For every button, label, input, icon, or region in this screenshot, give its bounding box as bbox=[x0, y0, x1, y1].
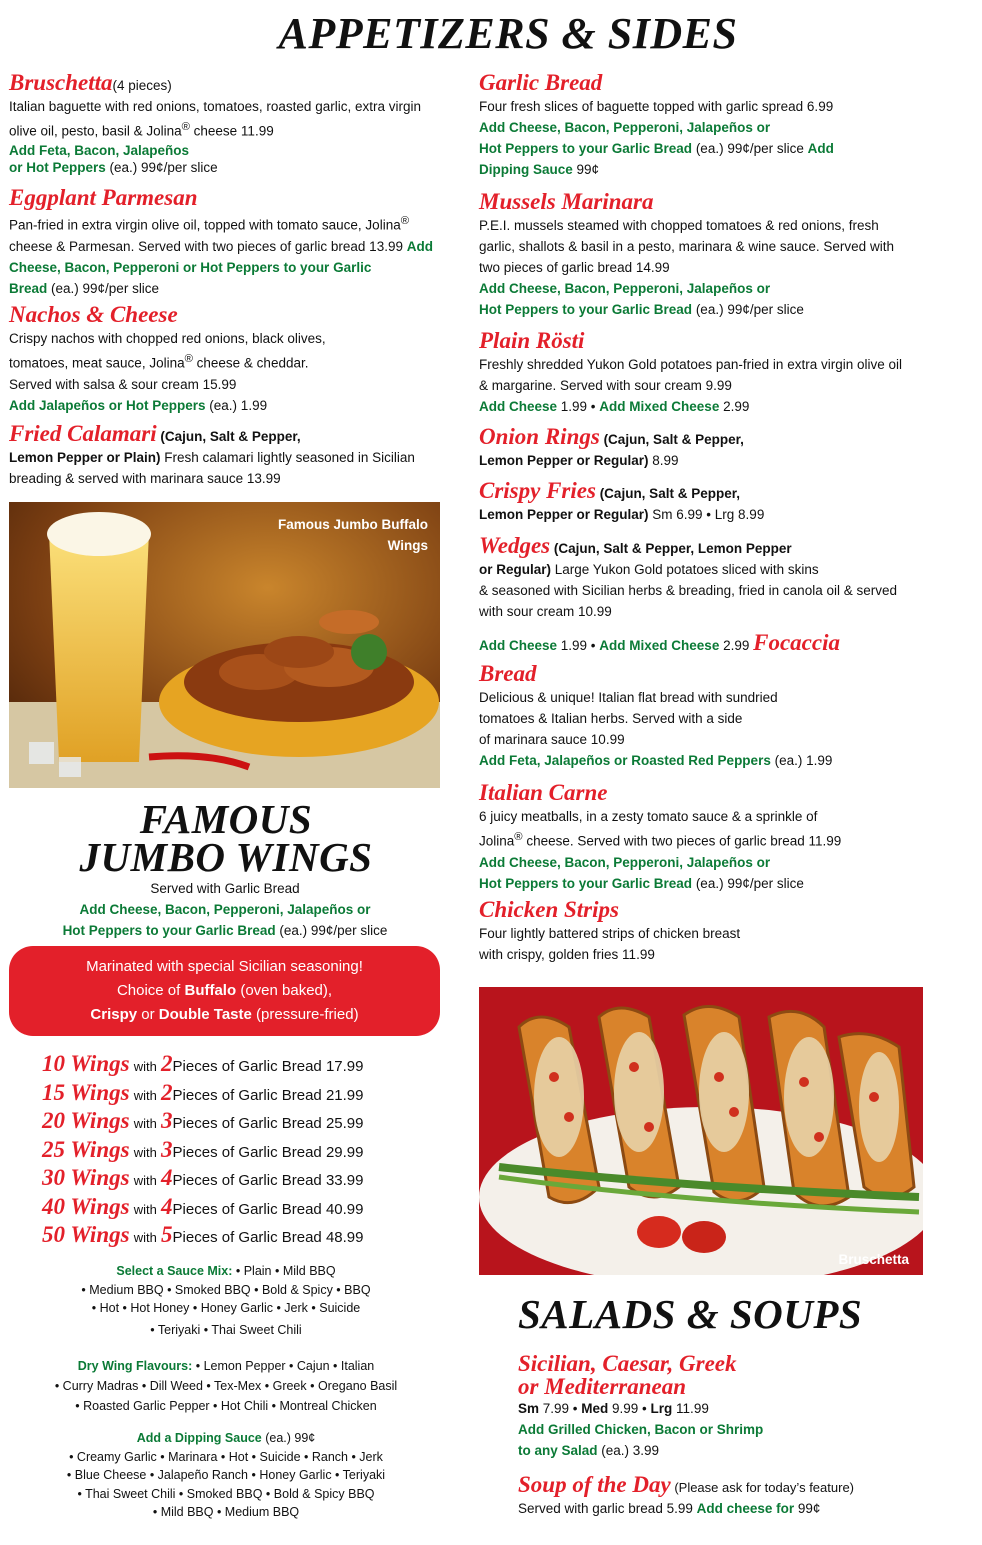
item-name: Wedges bbox=[479, 533, 551, 558]
item-name: Nachos & Cheese bbox=[9, 302, 178, 327]
item-bruschetta: Bruschetta(4 pieces) Italian baguette with red onions, tomatoes, roasted garlic, extra virgin olive oil, pesto, basil & Jolina® cheese 11.99 Add Feta, Bacon, Jalapeños or Hot Peppers (ea.) 99¢/per slice bbox=[9, 70, 421, 175]
bread-pieces: 4 bbox=[161, 1165, 173, 1190]
item-name: Garlic Bread bbox=[479, 70, 603, 95]
item-fried-calamari: Fried Calamari (Cajun, Salt & Pepper, Lemon Pepper or Plain) Fresh calamari lightly seasoned in Sicilian breading & served with marinara sauce 13.99 bbox=[9, 421, 415, 486]
wings-row bbox=[42, 1050, 462, 1079]
wings-price: 40.99 bbox=[325, 1200, 364, 1218]
bruschetta-photo-image bbox=[479, 987, 923, 1275]
item-nachos-cheese: Nachos & Cheese Crispy nachos with chopped red onions, black olives, tomatoes, meat sauce, Jolina® cheese & cheddar. Served with salsa & sour cream 15.99 Add Jalapeños or Hot Peppers (ea.) 1.99 bbox=[9, 302, 459, 416]
pieces-label: Pieces of Garlic Bread bbox=[172, 1200, 322, 1218]
wings-count: 40 Wings bbox=[42, 1193, 130, 1219]
item-name: Plain Rösti bbox=[479, 328, 585, 353]
sauce-mix: Select a Sauce Mix: • Plain • Mild BBQ • Medium BBQ • Smoked BBQ • Bold & Spicy • BBQ • Hot • Hot Honey • Honey Garlic • Jerk • Suicide • Teriyaki • Thai Sweet Chili bbox=[81, 1264, 371, 1337]
wings-photo bbox=[9, 502, 440, 788]
item-name: Sicilian, Caesar, Greek bbox=[518, 1351, 737, 1376]
item-name: Chicken Strips bbox=[479, 897, 619, 922]
wings-row bbox=[42, 1193, 462, 1222]
item-salads: Sicilian, Caesar, Greek or Mediterranean Sm 7.99 • Med 9.99 • Lrg 11.99 Add Grilled Chicken, Bacon or Shrimp to any Salad (ea.) 3.99 bbox=[518, 1352, 938, 1461]
item-name: Soup of the Day bbox=[518, 1472, 671, 1497]
item-crispy-fries: Crispy Fries (Cajun, Salt & Pepper, Lemon Pepper or Regular) Sm 6.99 • Lrg 8.99 bbox=[479, 478, 765, 522]
wings-price: 33.99 bbox=[325, 1172, 364, 1189]
wings-price-list bbox=[42, 1050, 462, 1250]
wings-row bbox=[42, 1079, 462, 1108]
wings-banner: Marinated with special Sicilian seasoning! Choice of Buffalo (oven baked), Crispy or Double Taste (pressure-fried) bbox=[9, 946, 440, 1036]
bread-pieces: 3 bbox=[161, 1136, 173, 1162]
pieces-label: Pieces of Garlic Bread bbox=[172, 1086, 322, 1104]
bread-pieces: 4 bbox=[161, 1193, 173, 1219]
wings-price: 48.99 bbox=[325, 1229, 364, 1246]
wings-with: with bbox=[133, 1059, 157, 1074]
pieces-label: Pieces of Garlic Bread bbox=[172, 1115, 322, 1132]
wings-title: FAMOUS JUMBO WINGS bbox=[79, 796, 373, 880]
wings-price: 29.99 bbox=[325, 1143, 364, 1161]
item-eggplant-parmesan: Eggplant Parmesan Pan-fried in extra virgin olive oil, topped with tomato sauce, Jolina® cheese & Parmesan. Served with two pieces of garlic bread 13.99 Add Cheese, Bacon, Pepperoni or Hot Peppers to your Garlic Bread (ea.) 99¢/per slice bbox=[9, 185, 459, 299]
item-focaccia-bread: Add Cheese 1.99 • Add Mixed Cheese 2.99 Focaccia Bread Delicious & unique! Italian flat bread with sundried tomatoes & Italian herbs. Served with a side of marinara sauce 10.99 Add Feta, Jalapeños or Roasted Red Peppers (ea.) 1.99 bbox=[479, 630, 840, 768]
wings-count: 25 Wings bbox=[42, 1136, 130, 1162]
salads-title: SALADS & SOUPS bbox=[518, 1291, 863, 1337]
wings-with: with bbox=[133, 1144, 157, 1160]
item-name: Onion Rings bbox=[479, 424, 600, 449]
bread-pieces: 3 bbox=[161, 1108, 173, 1133]
wings-row bbox=[42, 1164, 462, 1193]
item-name: Italian Carne bbox=[479, 780, 608, 805]
item-italian-carne: Italian Carne 6 juicy meatballs, in a zesty tomato sauce & a sprinkle of Jolina® cheese. Served with two pieces of garlic bread 11.99 Add Cheese, Bacon, Pepperoni, Jalapeños or Hot Peppers to your Garlic Bread (ea.) 99¢/per slice bbox=[479, 780, 939, 894]
wings-price: 17.99 bbox=[325, 1058, 364, 1075]
wings-count: 15 Wings bbox=[42, 1079, 130, 1105]
item-plain-rosti: Plain Rösti Freshly shredded Yukon Gold potatoes pan-fried in extra virgin olive oil & margarine. Served with sour cream 9.99 Add Cheese 1.99 • Add Mixed Cheese 2.99 bbox=[479, 328, 939, 417]
wings-with: with bbox=[133, 1116, 157, 1131]
bruschetta-photo bbox=[479, 987, 923, 1275]
pieces-label: Pieces of Garlic Bread bbox=[172, 1058, 322, 1075]
item-name: Mussels Marinara bbox=[479, 189, 654, 214]
item-name: Crispy Fries bbox=[479, 478, 596, 503]
wings-photo-caption: Famous Jumbo Buffalo Wings bbox=[277, 517, 428, 553]
wings-with: with bbox=[133, 1173, 157, 1188]
pieces-label: Pieces of Garlic Bread bbox=[172, 1143, 322, 1161]
wings-price: 21.99 bbox=[325, 1086, 364, 1104]
wings-with: with bbox=[133, 1201, 157, 1217]
pieces-label: Pieces of Garlic Bread bbox=[172, 1172, 322, 1189]
wings-count: 10 Wings bbox=[42, 1051, 130, 1076]
wings-served: Served with Garlic Bread Add Cheese, Bacon, Pepperoni, Jalapeños or Hot Peppers to your Garlic Bread (ea.) 99¢/per slice bbox=[62, 881, 388, 938]
bread-pieces: 2 bbox=[161, 1079, 173, 1105]
bread-pieces: 2 bbox=[161, 1051, 173, 1076]
bruschetta-photo-caption: Bruschetta bbox=[838, 1252, 909, 1267]
item-wedges: Wedges (Cajun, Salt & Pepper, Lemon Pepper or Regular) Large Yukon Gold potatoes sliced with skins & seasoned with Sicilian herbs & breading, fried in canola oil & served with sour cream 10.99 bbox=[479, 533, 897, 619]
item-name: Fried Calamari bbox=[9, 421, 157, 446]
wings-with: with bbox=[133, 1230, 157, 1245]
wings-count: 20 Wings bbox=[42, 1108, 130, 1133]
item-mussels-marinara: Mussels Marinara P.E.I. mussels steamed with chopped tomatoes & red onions, fresh garlic, shallots & basil in a pesto, marinara & wine sauce. Served with two pieces of garlic bread 14.99 Add Cheese, Bacon, Pepperoni, Jalapeños or Hot Peppers to your Garlic Bread (ea.) 99¢/per slice bbox=[479, 189, 939, 320]
wings-count: 30 Wings bbox=[42, 1165, 130, 1190]
dipping-sauces: Add a Dipping Sauce (ea.) 99¢ • Creamy Garlic • Marinara • Hot • Suicide • Ranch • Jerk • Blue Cheese • Jalapeño Ranch • Honey Garlic • Teriyaki • Thai Sweet Chili • Smoked BBQ • Bold & Spicy BBQ • Mild BBQ • Medium BBQ bbox=[66, 1431, 386, 1519]
item-name: Bruschetta bbox=[9, 70, 113, 95]
item-chicken-strips: Chicken Strips Four lightly battered strips of chicken breast with crispy, golden fries 11.99 bbox=[479, 897, 939, 965]
page-title: APPETIZERS & SIDES bbox=[278, 9, 738, 58]
pieces-label: Pieces of Garlic Bread bbox=[172, 1229, 322, 1246]
wings-with: with bbox=[133, 1087, 157, 1103]
item-name: Eggplant Parmesan bbox=[9, 185, 198, 210]
dry-wing-flavours: Dry Wing Flavours: • Lemon Pepper • Cajun • Italian • Curry Madras • Dill Weed • Tex-Mex • Greek • Oregano Basil • Roasted Garlic Pepper • Hot Chili • Montreal Chicken bbox=[54, 1359, 398, 1413]
item-soup-of-the-day: Soup of the Day (Please ask for today’s feature) Served with garlic bread 5.99 Add cheese for 99¢ bbox=[518, 1472, 854, 1516]
bread-pieces: 5 bbox=[161, 1222, 173, 1247]
wings-row bbox=[42, 1221, 462, 1250]
wings-row bbox=[42, 1107, 462, 1136]
item-name: Focaccia bbox=[753, 630, 840, 655]
wings-count: 50 Wings bbox=[42, 1222, 130, 1247]
item-onion-rings: Onion Rings (Cajun, Salt & Pepper, Lemon Pepper or Regular) 8.99 bbox=[479, 424, 744, 468]
wings-price: 25.99 bbox=[325, 1115, 364, 1132]
wings-row bbox=[42, 1136, 462, 1165]
item-garlic-bread: Garlic Bread Four fresh slices of baguette topped with garlic spread 6.99 Add Cheese, Bacon, Pepperoni, Jalapeños or Hot Peppers to your Garlic Bread (ea.) 99¢/per slice Add Dipping Sauce 99¢ bbox=[479, 70, 939, 180]
